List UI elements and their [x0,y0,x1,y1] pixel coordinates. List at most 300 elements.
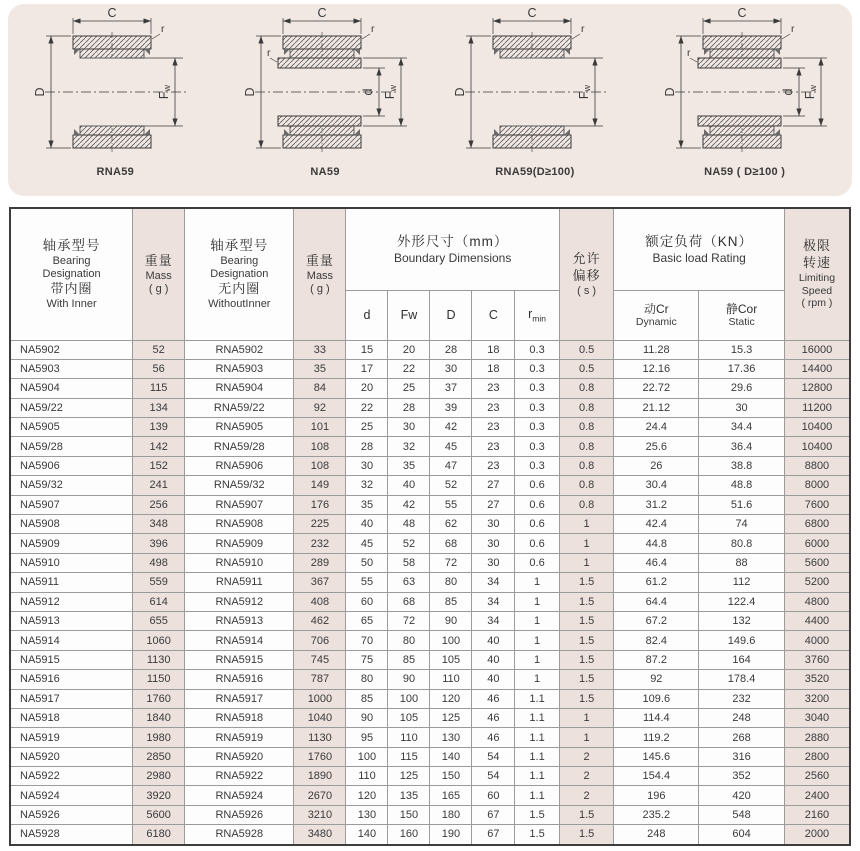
cell-cor: 112 [699,573,785,592]
cell-mass_na: 498 [133,553,185,572]
cell-fw: 63 [388,573,430,592]
cell-C: 18 [472,359,515,378]
cell-d: 50 [346,553,388,572]
cell-mass_na: 1060 [133,631,185,650]
cell-C: 67 [472,825,515,845]
header-en: Bearing [220,254,259,267]
cell-d: 140 [346,825,388,845]
svg-text:D: D [662,87,677,97]
header-zh: 偏移 [572,267,601,283]
cell-rmin: 0.6 [515,534,560,553]
cell-s: 0.8 [559,476,614,495]
table-row [10,631,850,650]
cell-na: NA5905 [10,418,133,437]
cell-d: 65 [346,611,388,630]
header-en: Static [728,315,755,328]
cell-C: 23 [472,456,515,475]
cell-rna: RNA5906 [185,456,294,475]
svg-text:D: D [452,87,467,97]
cell-mass_rna: 3210 [294,805,346,824]
cell-rmin: 0.3 [515,437,560,456]
cell-C: 46 [472,689,515,708]
cell-cor: 30 [699,398,785,417]
svg-text:d: d [780,88,795,96]
cell-d: 100 [346,747,388,766]
cell-mass_rna: 787 [294,670,346,689]
cell-speed: 10400 [784,437,850,456]
cell-s: 2 [559,786,614,805]
cell-d: 85 [346,689,388,708]
cell-mass_rna: 33 [294,340,346,359]
figure-caption: RNA59(D≥100) [495,166,575,178]
cell-cor: 36.4 [699,437,785,456]
cell-D: 52 [430,476,472,495]
header-en: Dynamic [635,315,677,328]
cell-rna: RNA5909 [185,534,294,553]
cell-speed: 11200 [784,398,850,417]
svg-text:d: d [361,88,376,96]
cell-s: 1.5 [559,592,614,611]
cell-mass_rna: 35 [294,359,346,378]
header-mass-2 [294,208,346,340]
cell-rmin: 1.1 [515,728,560,747]
cell-fw: 48 [388,515,430,534]
cell-cr: 92 [614,670,699,689]
cell-fw: 22 [388,359,430,378]
cell-cor: 74 [699,515,785,534]
table-row [10,708,850,727]
cell-C: 54 [472,747,515,766]
cell-speed: 2560 [784,767,850,786]
cell-cor: 420 [699,786,785,805]
cell-rmin: 1.1 [515,786,560,805]
cell-mass_rna: 367 [294,573,346,592]
cell-rmin: 1.1 [515,767,560,786]
cell-na: NA5911 [10,573,133,592]
cell-na: NA5907 [10,495,133,514]
figure-rna59-d100 [432,8,637,178]
table-row [10,573,850,592]
svg-text:Fw: Fw [157,84,173,100]
svg-text:D: D [33,87,48,97]
cell-s: 1.5 [559,689,614,708]
cell-rmin: 1 [515,592,560,611]
cell-speed: 3520 [784,670,850,689]
header-zh: 轴承型号 [210,237,269,253]
cell-cr: 11.28 [614,340,699,359]
cell-rna: RNA5910 [185,553,294,572]
cell-d: 90 [346,708,388,727]
cell-cor: 316 [699,747,785,766]
cell-d: 40 [346,515,388,534]
cell-rna: RNA5912 [185,592,294,611]
cell-cr: 114.4 [614,708,699,727]
header-dim-fw: Fw [388,290,430,340]
cell-speed: 4400 [784,611,850,630]
table-row [10,359,850,378]
cell-cor: 122.4 [699,592,785,611]
cell-cor: 149.6 [699,631,785,650]
cell-fw: 32 [388,437,430,456]
cell-d: 70 [346,631,388,650]
cell-fw: 25 [388,379,430,398]
cell-d: 60 [346,592,388,611]
cell-D: 30 [430,359,472,378]
cell-speed: 2800 [784,747,850,766]
table-row [10,476,850,495]
cell-cr: 61.2 [614,573,699,592]
header-zh: 重量 [305,252,334,268]
cell-speed: 4000 [784,631,850,650]
cell-D: 165 [430,786,472,805]
cell-s: 0.8 [559,495,614,514]
cell-mass_na: 241 [133,476,185,495]
cell-speed: 8800 [784,456,850,475]
cell-C: 34 [472,611,515,630]
table-row [10,553,850,572]
cell-rna: RNA5913 [185,611,294,630]
cell-cr: 46.4 [614,553,699,572]
header-dim-d: d [346,290,388,340]
table-row [10,689,850,708]
cell-rmin: 0.3 [515,379,560,398]
cell-rna: RNA5922 [185,767,294,786]
cell-mass_rna: 289 [294,553,346,572]
cell-speed: 2400 [784,786,850,805]
cell-fw: 68 [388,592,430,611]
cell-rmin: 0.3 [515,418,560,437]
cell-rmin: 0.3 [515,340,560,359]
cell-na: NA5915 [10,650,133,669]
cell-C: 67 [472,805,515,824]
table-row [10,592,850,611]
bearing-spec-table [9,207,851,846]
cell-s: 1.5 [559,825,614,845]
cell-D: 110 [430,670,472,689]
header-en: Bearing [52,254,91,267]
bearing-cross-section-diagram [15,8,215,166]
table-row [10,398,850,417]
cell-mass_na: 348 [133,515,185,534]
cell-fw: 42 [388,495,430,514]
table-row [10,437,850,456]
cell-rmin: 0.3 [515,359,560,378]
cell-C: 60 [472,786,515,805]
cell-mass_rna: 1890 [294,767,346,786]
cell-C: 34 [472,592,515,611]
figure-na59 [223,8,428,178]
cell-C: 34 [472,573,515,592]
cell-d: 32 [346,476,388,495]
cell-mass_na: 256 [133,495,185,514]
header-unit: ( rpm ) [801,297,833,310]
header-zh: 重量 [144,252,173,268]
cell-rna: RNA5920 [185,747,294,766]
cell-fw: 90 [388,670,430,689]
svg-text:r: r [161,23,165,35]
cell-D: 37 [430,379,472,398]
cell-d: 75 [346,650,388,669]
cell-rna: RNA5902 [185,340,294,359]
svg-text:r: r [580,23,585,35]
cell-cr: 24.4 [614,418,699,437]
cell-rna: RNA5911 [185,573,294,592]
cell-rmin: 1.5 [515,805,560,824]
cell-C: 40 [472,650,515,669]
cell-mass_na: 152 [133,456,185,475]
header-en: With Inner [46,297,97,310]
cell-D: 90 [430,611,472,630]
cell-cr: 31.2 [614,495,699,514]
svg-text:r: r [267,47,271,59]
cell-cor: 268 [699,728,785,747]
cell-cor: 38.8 [699,456,785,475]
cell-mass_na: 655 [133,611,185,630]
cell-s: 2 [559,747,614,766]
cell-d: 35 [346,495,388,514]
cell-na: NA5912 [10,592,133,611]
cell-C: 23 [472,398,515,417]
cell-na: NA5928 [10,825,133,845]
cell-D: 47 [430,456,472,475]
svg-text:Fw: Fw [802,84,818,100]
header-zh: 轴承型号 [42,237,101,253]
svg-text:C: C [107,8,117,20]
cell-D: 28 [430,340,472,359]
cell-cr: 42.4 [614,515,699,534]
cell-cr: 87.2 [614,650,699,669]
cell-na: NA5903 [10,359,133,378]
table-row [10,534,850,553]
table-row [10,650,850,669]
cell-na: NA5917 [10,689,133,708]
cell-fw: 125 [388,767,430,786]
cell-d: 17 [346,359,388,378]
cell-D: 150 [430,767,472,786]
header-en: WithoutInner [208,297,271,310]
cell-mass_rna: 745 [294,650,346,669]
cell-s: 0.8 [559,456,614,475]
cell-mass_na: 559 [133,573,185,592]
cell-fw: 85 [388,650,430,669]
header-with-inner [10,208,133,340]
cell-D: 45 [430,437,472,456]
cell-s: 1 [559,515,614,534]
cell-cor: 248 [699,708,785,727]
cell-rna: RNA5928 [185,825,294,845]
bearing-cross-section-diagram [645,8,845,166]
cell-s: 1 [559,553,614,572]
cell-cr: 25.6 [614,437,699,456]
svg-text:C: C [527,8,537,20]
cell-speed: 6000 [784,534,850,553]
header-zh: 外形尺寸（mm） [396,233,509,249]
cell-speed: 6800 [784,515,850,534]
table-row [10,786,850,805]
cell-fw: 150 [388,805,430,824]
cell-rmin: 0.3 [515,398,560,417]
header-unit: ( g ) [148,282,169,295]
cell-fw: 105 [388,708,430,727]
cell-cr: 154.4 [614,767,699,786]
cell-rna: RNA5904 [185,379,294,398]
svg-text:Fw: Fw [383,84,399,100]
cell-cr: 22.72 [614,379,699,398]
cell-cr: 30.4 [614,476,699,495]
cell-C: 46 [472,708,515,727]
cell-speed: 3040 [784,708,850,727]
cell-na: NA59/22 [10,398,133,417]
cell-mass_na: 1150 [133,670,185,689]
cell-na: NA5919 [10,728,133,747]
cell-na: NA5922 [10,767,133,786]
header-zh: 带内圈 [50,280,93,296]
cell-fw: 135 [388,786,430,805]
cell-cor: 604 [699,825,785,845]
cell-mass_na: 2980 [133,767,185,786]
header-zh: 转速 [802,255,831,271]
cell-mass_na: 5600 [133,805,185,824]
bearing-table-wrap [9,207,851,846]
cell-rna: RNA5907 [185,495,294,514]
cell-fw: 30 [388,418,430,437]
cell-na: NA5913 [10,611,133,630]
cell-mass_na: 6180 [133,825,185,845]
table-row [10,340,850,359]
cell-D: 130 [430,728,472,747]
cell-s: 0.8 [559,437,614,456]
cell-fw: 35 [388,456,430,475]
cell-speed: 10400 [784,418,850,437]
cell-mass_na: 3920 [133,786,185,805]
cell-rmin: 0.6 [515,515,560,534]
cell-mass_rna: 2670 [294,786,346,805]
cell-na: NA5908 [10,515,133,534]
cell-speed: 3760 [784,650,850,669]
header-mass-1 [133,208,185,340]
header-en: Designation [42,267,101,280]
bearing-cross-section-diagram [435,8,635,166]
cell-rmin: 1 [515,631,560,650]
cell-fw: 52 [388,534,430,553]
cell-na: NA5920 [10,747,133,766]
cell-cr: 248 [614,825,699,845]
cell-rna: RNA5919 [185,728,294,747]
cell-speed: 14400 [784,359,850,378]
cell-mass_rna: 176 [294,495,346,514]
cell-na: NA5909 [10,534,133,553]
cell-speed: 8000 [784,476,850,495]
cell-cr: 21.12 [614,398,699,417]
cell-mass_na: 52 [133,340,185,359]
cell-cor: 178.4 [699,670,785,689]
cell-cr: 235.2 [614,805,699,824]
cell-d: 110 [346,767,388,786]
cell-mass_na: 142 [133,437,185,456]
cell-na: NA59/32 [10,476,133,495]
cell-cr: 145.6 [614,747,699,766]
cell-na: NA5926 [10,805,133,824]
header-zh: 静Cor [725,301,758,316]
cell-mass_rna: 108 [294,456,346,475]
cell-D: 140 [430,747,472,766]
cell-mass_rna: 1130 [294,728,346,747]
cell-C: 30 [472,515,515,534]
svg-text:C: C [737,8,747,20]
cell-cor: 232 [699,689,785,708]
cell-C: 30 [472,553,515,572]
cell-mass_rna: 84 [294,379,346,398]
svg-text:Fw: Fw [576,84,592,100]
cell-mass_na: 2850 [133,747,185,766]
cell-s: 1 [559,728,614,747]
cell-rmin: 1 [515,650,560,669]
header-allowable-offset [559,208,614,340]
cell-speed: 5600 [784,553,850,572]
cell-mass_rna: 92 [294,398,346,417]
cell-mass_rna: 1040 [294,708,346,727]
cell-mass_rna: 108 [294,437,346,456]
cell-cr: 82.4 [614,631,699,650]
cell-mass_na: 614 [133,592,185,611]
header-unit: ( g ) [310,282,330,295]
cell-d: 55 [346,573,388,592]
cell-d: 120 [346,786,388,805]
cell-speed: 2880 [784,728,850,747]
cell-mass_na: 1130 [133,650,185,669]
cell-C: 54 [472,767,515,786]
cell-C: 18 [472,340,515,359]
cell-mass_na: 396 [133,534,185,553]
cell-fw: 100 [388,689,430,708]
cell-na: NA59/28 [10,437,133,456]
figure-caption: NA59 ( D≥100 ) [704,166,786,178]
header-unit: ( s ) [577,284,597,297]
table-row [10,805,850,824]
diagram-panel [8,4,852,196]
cell-mass_rna: 232 [294,534,346,553]
header-dim-C: C [472,290,515,340]
header-zh: 允许 [572,250,601,266]
header-en: Basic load Rating [652,250,746,265]
cell-cr: 119.2 [614,728,699,747]
figure-na59-d100 [642,8,847,178]
cell-cr: 44.8 [614,534,699,553]
header-zh: 极限 [802,238,831,254]
cell-s: 2 [559,767,614,786]
svg-text:C: C [317,8,327,20]
table-row [10,495,850,514]
cell-rmin: 0.3 [515,456,560,475]
cell-d: 22 [346,398,388,417]
cell-rna: RNA5917 [185,689,294,708]
header-dynamic-cr [614,290,699,340]
cell-s: 1.5 [559,650,614,669]
table-row [10,611,850,630]
cell-rna: RNA5914 [185,631,294,650]
cell-rna: RNA5905 [185,418,294,437]
cell-d: 80 [346,670,388,689]
cell-rmin: 1.1 [515,747,560,766]
cell-d: 25 [346,418,388,437]
figure-caption: NA59 [310,166,340,178]
cell-na: NA5914 [10,631,133,650]
cell-mass_rna: 1000 [294,689,346,708]
cell-d: 130 [346,805,388,824]
cell-C: 40 [472,670,515,689]
cell-D: 72 [430,553,472,572]
cell-mass_rna: 1760 [294,747,346,766]
